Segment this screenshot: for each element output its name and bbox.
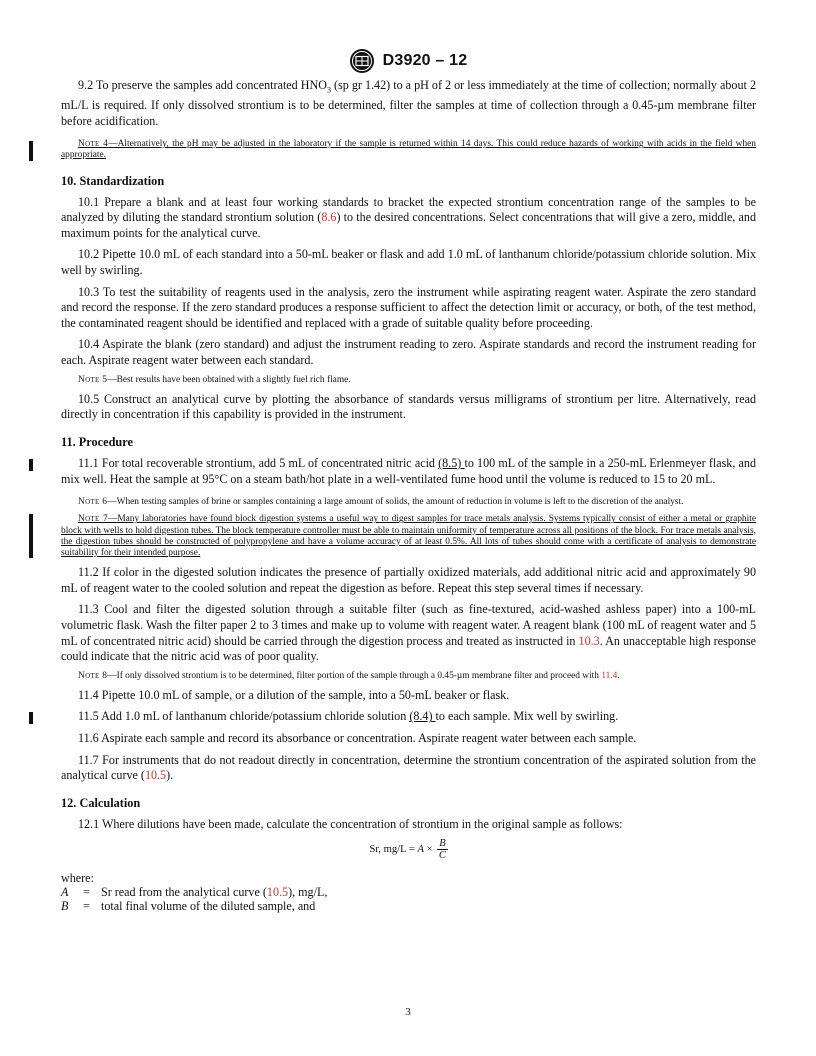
paragraph-11-5-block <box>61 709 756 725</box>
xref-8-4[interactable]: (8.4) <box>409 709 436 724</box>
xref-11-4[interactable]: 11.4 <box>601 670 618 681</box>
paragraph-11-7: 11.7 For instruments that do not readout directly in concentration, determine the strontium concentration of the aspirated solution from the analytical curve (10.5). <box>61 752 756 783</box>
paragraph-11-2: 11.2 If color in the digested solution indicates the presence of partially oxidized materials, add additional nitric acid and approximately 90 mL of reagent water to the cooled solution and repeat the digestion as before. Repeat this step several times if necessary. <box>61 565 756 595</box>
note-7-block <box>61 514 756 559</box>
standard-designation: D3920 – 12 <box>382 52 468 69</box>
paragraph-11-6: 11.6 Aspirate each sample and record its absorbance or concentration. Aspirate reagent water between each sample. <box>78 731 637 746</box>
formula-fraction: $\frac{B}{C}$ <box>438 838 446 862</box>
note-6: Note 6—When testing samples of brine or samples containing a large amount of solids, the amount of reduction in volume is left to the discretion of the analyst. <box>78 497 684 508</box>
section-heading-calculation: 12. Calculation <box>61 795 141 810</box>
concentration-formula: Sr, mg/L = A × $\frac{B}{C}$ <box>369 838 446 862</box>
revision-bar <box>29 459 33 471</box>
page-header <box>0 48 816 79</box>
section-heading-procedure: 11. Procedure <box>61 434 133 449</box>
revision-bar <box>29 712 33 724</box>
definition-row: A = Sr read from the analytical curve (10.5), mg/L, <box>61 885 328 900</box>
paragraph-12-1: 12.1 Where dilutions have been made, calculate the concentration of strontium in the original sample as follows: <box>78 816 623 831</box>
astm-logo-icon <box>349 48 375 74</box>
note-4-block <box>61 139 756 161</box>
xref-10-3[interactable]: 10.3 <box>578 633 600 648</box>
note-5: Note 5—Best results have been obtained with a slightly fuel rich flame. <box>78 374 351 385</box>
where-label: where: <box>61 871 94 886</box>
xref-10-5[interactable]: 10.5 <box>144 768 167 783</box>
revision-bar <box>29 141 33 161</box>
note-7: Note 7—Many laboratories have found block digestion systems a useful way to digest samples for trace metals analysis. Systems typically consist of either a metal or graphite block with wells to hold digestion tubes. The block temperature controller must be able to maintain uniformity of temperature across all positions of the block. For trace metals analysis, the digestion tubes should be constructed of polypropylene and have a volume accuracy of at least 0.5%. All lots of tubes should come with a certificate of analysis to demonstrate suitability for their intended purpose. <box>61 514 756 558</box>
document-body <box>61 78 756 913</box>
paragraph-11-1-block <box>61 456 756 487</box>
note-4: Note 4—Alternatively, the pH may be adjusted in the laboratory if the sample is returned within 14 days. This could reduce hazards of working with acids in the field when appropriate. <box>61 139 756 161</box>
paragraph-10-4: 10.4 Aspirate the blank (zero standard) and adjust the instrument reading to zero. Aspirate standards and record the instrument reading for each. Aspirate reagent water between each standard. <box>61 337 756 367</box>
paragraph-9-2: 9.2 To preserve the samples add concentrated $HNO_3$ (sp gr 1.42) to a pH of 2 or less immediately at the time of collection; normally about 2 mL/L is required. If only dissolved strontium is to be determined, filter the samples at time of collection through a 0.45-µm membrane filter before acidification. <box>61 78 756 128</box>
xref-8-6[interactable]: 8.6 <box>321 210 337 225</box>
paragraph-10-2: 10.2 Pipette 10.0 mL of each standard into a 50-mL beaker or flask and add 1.0 mL of lanthanum chloride/potassium chloride solution. Mix well by swirling. <box>61 247 756 277</box>
paragraph-11-5: 11.5 Add 1.0 mL of lanthanum chloride/potassium chloride solution (8.4) to each sample. Mix well by swirling. <box>78 709 619 724</box>
xref-10-5[interactable]: 10.5 <box>266 885 289 900</box>
definition-row: B = total final volume of the diluted sample, and <box>61 899 316 914</box>
xref-8-5[interactable]: (8.5) <box>438 455 465 470</box>
paragraph-11-3: 11.3 Cool and filter the digested solution through a suitable filter (such as fine-textured, acid-washed ashless paper) into a 100-mL volumetric flask. Wash the filter paper 2 to 3 times and make up to volume with reagent water. A reagent blank (100 mL of reagent water and 5 mL of concentrated nitric acid) should be carried through the digestion process and treated as instructed in 10.3. An unacceptable high response could indicate that the nitric acid was of poor quality. <box>61 602 756 664</box>
paragraph-10-3: 10.3 To test the suitability of reagents used in the analysis, zero the instrument while aspirating reagent water. Aspirate the zero standard and record the response. If the zero standard produces a response sufficient to affect the detection limit or accuracy, or both, of the test method, the contaminated reagent should be identified and replaced with a grade of suitable quality before proceeding. <box>61 284 756 330</box>
page-number: 3 <box>405 1006 411 1018</box>
paragraph-11-1: 11.1 For total recoverable strontium, add 5 mL of concentrated nitric acid (8.5) to 100 mL of the sample in a 250-mL Erlenmeyer flask, and mix well. Heat the sample at 95°C on a steam bath/hot plate in a well-ventilated fume hood until the volume is reduced to 15 to 20 mL. <box>61 455 756 486</box>
paragraph-10-5: 10.5 Construct an analytical curve by plotting the absorbance of standards versus milligrams of strontium per litre. Alternatively, read directly in concentration if this capability is provided in the instrument. <box>61 391 756 422</box>
revision-bar <box>29 514 33 558</box>
paragraph-11-4: 11.4 Pipette 10.0 mL of sample, or a dilution of the sample, into a 50-mL beaker or flask. <box>78 687 510 702</box>
section-heading-standardization: 10. Standardization <box>61 173 165 188</box>
paragraph-10-1: 10.1 Prepare a blank and at least four working standards to bracket the expected strontium concentration range of the samples to be analyzed by diluting the standard strontium solution (8.6) to the desired concentrations. Select concentrations that will give a zero, middle, and maximum points for the analytical curve. <box>61 194 757 240</box>
note-8: Note 8—If only dissolved strontium is to be determined, filter portion of the sample through a 0.45-µm membrane filter and proceed with 11.4. <box>78 670 620 681</box>
